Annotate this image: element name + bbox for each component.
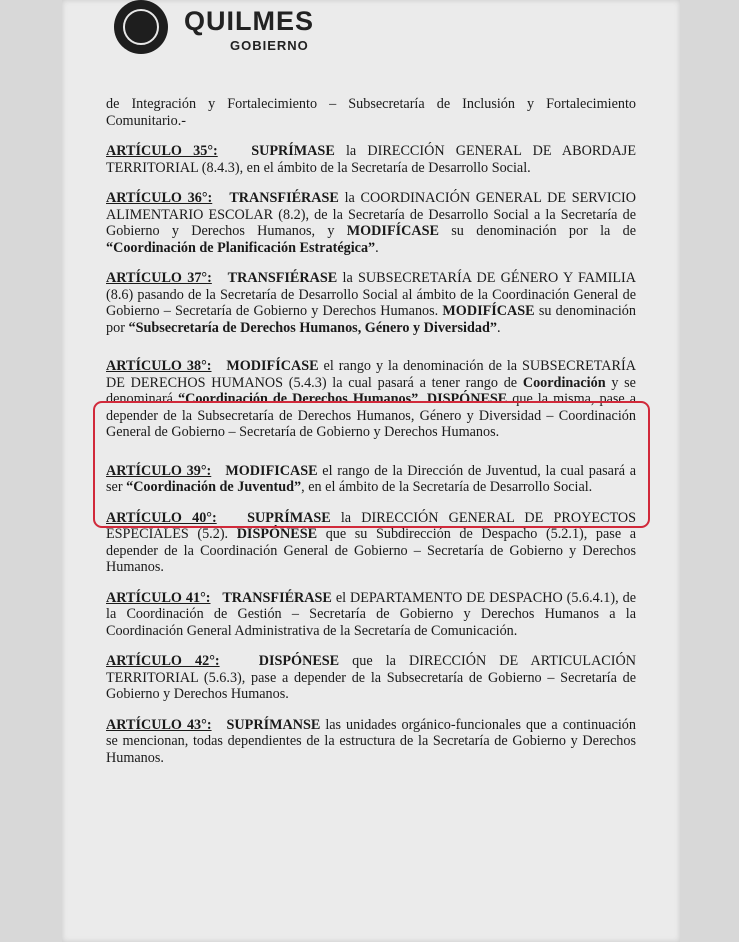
article-text: . bbox=[418, 391, 427, 407]
article-verb-2: MODIFÍCASE bbox=[442, 303, 535, 319]
article-36 bbox=[106, 190, 636, 256]
article-label: ARTÍCULO 37°: bbox=[106, 270, 212, 286]
article-label: ARTÍCULO 40°: bbox=[106, 509, 217, 526]
article-text: la COORDINACIÓN GENERAL DE SERVICIO ALIMENTARIO ESCOLAR (8.2), de la Secretaría de Desarrollo Social a la Secretaría de Gobierno y Derechos Humanos, y bbox=[106, 190, 637, 239]
article-verb-2: DISPÓNESE bbox=[236, 526, 318, 542]
article-text: . bbox=[375, 239, 379, 256]
article-37 bbox=[106, 270, 636, 336]
municipal-seal-icon bbox=[114, 0, 168, 54]
article-label: ARTÍCULO 35°: bbox=[106, 143, 218, 159]
brand-subtitle: GOBIERNO bbox=[230, 38, 309, 53]
article-quote: “Coordinación de Planificación Estratégica” bbox=[106, 239, 376, 256]
brand-name: QUILMES bbox=[184, 6, 315, 36]
article-42 bbox=[106, 653, 636, 703]
article-text: la DIRECCIÓN GENERAL DE ABORDAJE TERRITORIAL (8.4.3), en el ámbito de la Secretaría de Desarrollo Social. bbox=[106, 143, 636, 176]
article-text: . bbox=[496, 319, 501, 336]
article-label: ARTÍCULO 41°: bbox=[106, 589, 211, 606]
article-quote: “Coordinación de Derechos Humanos” bbox=[178, 391, 419, 407]
article-label: ARTÍCULO 42°: bbox=[106, 653, 220, 669]
article-text: que su Subdirección de Despacho (5.2.1), pase a depender de la Coordinación General de Gobierno – Secretaría de Gobierno y Derechos Humanos. bbox=[106, 526, 636, 575]
article-label: ARTÍCULO 38°: bbox=[106, 358, 212, 374]
article-text: el rango y la denominación de la SUBSECRETARÍA DE DERECHOS HUMANOS (5.4.3) la cual pasará a tener rango de bbox=[106, 358, 636, 391]
article-text: y se denominará bbox=[106, 374, 636, 407]
article-text: , en el ámbito de la Secretaría de Desarrollo Social. bbox=[301, 479, 593, 495]
article-bold: Coordinación bbox=[522, 374, 606, 391]
article-text: que la misma, pase a depender de la Subsecretaría de Derechos Humanos, Género y Diversidad – Coordinación General de Gobierno – Secretaría de Gobierno y Derechos Humanos. bbox=[106, 391, 637, 440]
article-verb: TRANSFIÉRASE bbox=[229, 190, 339, 206]
article-verb: SUPRÍMASE bbox=[247, 509, 331, 526]
article-text: la SUBSECRETARÍA DE GÉNERO Y FAMILIA (8.6) pasando de la Secretaría de Desarrollo Social al ámbito de la Coordinación General de Gobierno – Secretaría de Gobierno y Derechos Humanos. bbox=[106, 270, 636, 319]
article-label: ARTÍCULO 43°: bbox=[106, 716, 212, 733]
article-text: el rango de la Dirección de Juventud, la cual pasará a ser bbox=[106, 462, 636, 495]
article-41 bbox=[106, 590, 636, 640]
article-verb-2: DISPÓNESE bbox=[426, 391, 508, 407]
article-verb: TRANSFIÉRASE bbox=[222, 589, 332, 606]
letterhead bbox=[114, 0, 414, 60]
article-quote: “Subsecretaría de Derechos Humanos, Género y Diversidad” bbox=[128, 319, 497, 336]
article-verb: TRANSFIÉRASE bbox=[227, 270, 338, 286]
article-text: las unidades orgánico-funcionales que a continuación se mencionan, todas dependientes de la estructura de la Secretaría de Gobierno y Derechos Humanos. bbox=[106, 716, 636, 766]
article-text: su denominación por la de bbox=[438, 223, 636, 239]
article-text: el DEPARTAMENTO DE DESPACHO (5.6.4.1), de la Coordinación de Gestión – Secretaría de Gobierno y Derechos Humanos a la Coordinación General Administrativa de la Secretaría de Comunicación. bbox=[106, 589, 636, 639]
article-text: la DIRECCIÓN GENERAL DE PROYECTOS ESPECIALES (5.2). bbox=[106, 509, 636, 542]
article-verb: SUPRÍMANSE bbox=[226, 716, 321, 733]
article-quote: “Coordinación de Juventud” bbox=[126, 479, 302, 495]
article-text: su denominación por bbox=[106, 303, 636, 336]
article-verb: MODIFICASE bbox=[225, 462, 318, 479]
article-label: ARTÍCULO 39°: bbox=[106, 462, 212, 479]
article-verb: MODIFÍCASE bbox=[226, 358, 319, 374]
article-43 bbox=[106, 717, 636, 767]
article-verb-2: MODIFÍCASE bbox=[346, 223, 439, 239]
intro-paragraph: de Integración y Fortalecimiento – Subsecretaría de Inclusión y Fortalecimiento Comunitario.- bbox=[106, 96, 636, 129]
article-verb: SUPRÍMASE bbox=[251, 143, 335, 159]
article-35 bbox=[106, 143, 636, 176]
article-verb: DISPÓNESE bbox=[258, 653, 340, 669]
article-label: ARTÍCULO 36°: bbox=[106, 190, 213, 206]
article-text: que la DIRECCIÓN DE ARTICULACIÓN TERRITORIAL (5.6.3), pase a depender de la Subsecretaría de Gobierno – Secretaría de Gobierno y Derechos Humanos. bbox=[106, 653, 636, 702]
article-38-highlight-box bbox=[93, 401, 650, 528]
